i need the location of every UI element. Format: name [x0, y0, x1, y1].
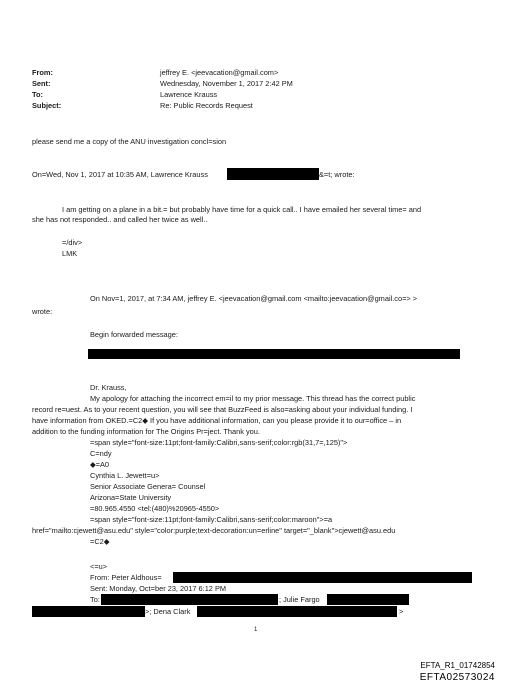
bates-code-2: EFTA02573024 — [419, 672, 495, 683]
signature-org: Arizona=State University — [90, 493, 172, 502]
redaction-box — [88, 349, 460, 359]
redaction-box — [197, 606, 397, 617]
bates-code-1: EFTA_R1_01742854 — [420, 661, 495, 670]
a0-line: ◆=A0 — [90, 460, 110, 469]
span-style-2: =span style="font-size:11pt;font-family:Calibri,sans-serif;color:maroon">=a — [90, 515, 333, 524]
forward-to: To: — [90, 595, 100, 604]
forward-sent: Sent: Monday, Oct=ber 23, 2017 6:12 PM — [90, 584, 227, 593]
subject-label: Subject: — [32, 101, 62, 110]
redaction-box — [32, 606, 145, 617]
c2-line: =C2◆ — [90, 537, 110, 546]
forward-cc-julie: ; Julie Fargo — [279, 595, 320, 604]
signature-title: Senior Associate Genera= Counsel — [90, 482, 206, 491]
redaction-box — [327, 594, 409, 605]
para-line-4: addition to the funding information for The Origins Pr=ject. Thank you. — [32, 427, 260, 436]
para-line-3: have information from OKED.=C2◆ If you have additional information, can you please provide it to our=office – in — [32, 416, 402, 425]
redaction-box — [227, 168, 319, 180]
subject-value: Re: Public Records Request — [160, 101, 253, 110]
on-wed-prefix: On=Wed, Nov 1, 2017 at 10:35 AM, Lawrence Krauss — [32, 170, 208, 179]
redaction-box — [173, 572, 472, 583]
krauss-para-2: she has not responded.. and called her twice as well.. — [32, 215, 208, 224]
from-value: jeffrey E. <jeevacation@gmail.com> — [160, 68, 279, 77]
signature-name: Cynthia L. Jewett=u> — [90, 471, 160, 480]
to-value: Lawrence Krauss — [160, 90, 218, 99]
signature-phone: =80.965.4550 <tel:(480)%20965-4550> — [90, 504, 220, 513]
krauss-para-1: I am getting on a plane in a bit.= but probably have time for a quick call.. I have emailed her several time= and — [62, 205, 422, 214]
redaction-box — [101, 594, 278, 605]
body-line1: please send me a copy of the ANU investigation concl=sion — [32, 137, 227, 146]
lmk: LMK — [62, 249, 78, 258]
para-line-2: record re=uest. As to your recent question, you will see that BuzzFeed is also=asking about your individual funding. I — [32, 405, 413, 414]
forward-cc-dena: >; Dena Clark — [145, 607, 191, 616]
cndy: C=ndy — [90, 449, 112, 458]
para-line-1: My apology for attaching the incorrect em=il to my prior message. This thread has the correct public — [90, 394, 416, 403]
page-number: 1 — [254, 627, 258, 633]
to-label: To: — [32, 90, 43, 99]
span-style-1: =span style="font-size:11pt;font-family:Calibri,sans-serif;color:rgb(31,7=,125)"> — [90, 438, 348, 447]
sent-value: Wednesday, November 1, 2017 2:42 PM — [160, 79, 293, 88]
from-label: From: — [32, 68, 53, 77]
on-nov-line: On Nov=1, 2017, at 7:34 AM, jeffrey E. <jeevacation@gmail.com <mailto:jeevacation@gmail.co=> > — [90, 294, 418, 303]
href-line: href="mailto:cjewett@asu.edu" style="color:purple;text-decoration:un=erline" target="_blank">cjewett@asu.edu — [32, 526, 396, 535]
forward-gt: > — [399, 607, 404, 616]
sent-label: Sent: — [32, 79, 51, 88]
u-tag: <=u> — [90, 562, 108, 571]
begin-forwarded: Begin forwarded message: — [90, 330, 178, 339]
forward-from: From: Peter Aldhous= — [90, 573, 162, 582]
div-close: =/div> — [62, 238, 83, 247]
on-wed-suffix: &=t; wrote: — [319, 170, 355, 179]
dr-krauss: Dr. Krauss, — [90, 383, 127, 392]
wrote: wrote: — [32, 307, 53, 316]
